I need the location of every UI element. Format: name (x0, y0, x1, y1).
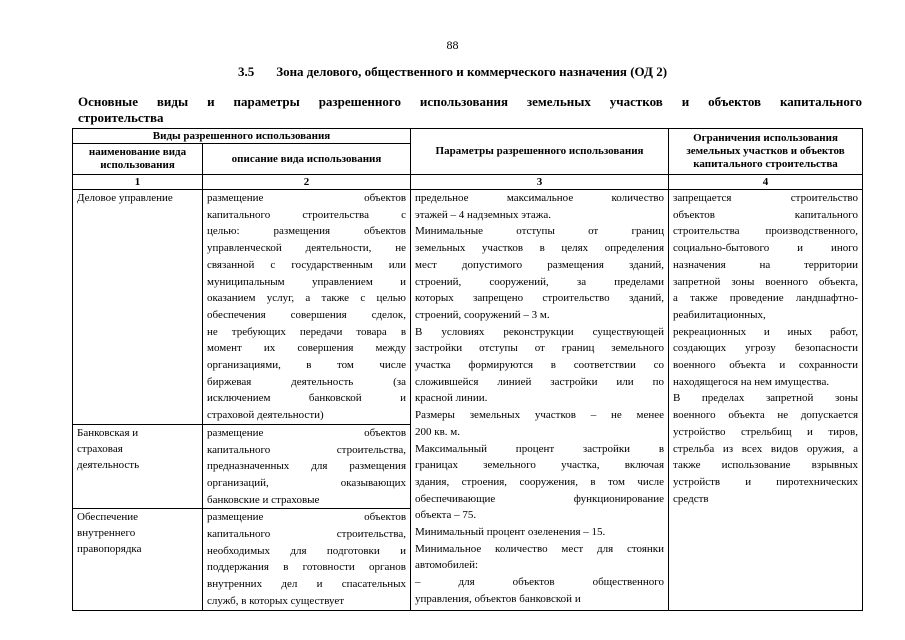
cell-line: не требующих передачи товара в (207, 325, 407, 338)
column-number: 4 (669, 175, 863, 190)
cell-line: исключением банковской и (207, 392, 407, 405)
cell-line: границах земельного участка, включая (415, 459, 665, 472)
cell-line: красной линии. (415, 392, 488, 405)
header-use-description: описание вида использования (203, 144, 411, 175)
cell-line: создающих угрозу безопасности (673, 342, 859, 355)
cell-line: стрельба из всех видов оружия, а (673, 442, 859, 455)
cell-line: организаций, оказывающих (207, 476, 407, 489)
cell-line: служб, в которых существует (207, 594, 345, 607)
cell-line: страховой деятельности) (207, 409, 324, 422)
cell-line: сложившейся линией застройки или по (415, 375, 665, 388)
cell-line: запретной зоны военного объекта, (673, 275, 859, 288)
cell-line: Размеры земельных участков – не менее (415, 409, 665, 422)
column-number: 3 (411, 175, 669, 190)
cell-line: социально-бытового и иного (673, 242, 859, 255)
cell-line: земельных участков в целях определения (415, 242, 665, 255)
cell-line: реабилитационных, (673, 308, 766, 321)
cell-line: капитального строительства с (207, 208, 407, 221)
cell-line: застройки отступы от границ земельного (415, 342, 665, 355)
cell-line: которых запрещено строительство зданий, (415, 292, 665, 305)
cell-line: В условиях реконструкции существующей (415, 325, 665, 338)
cell-line: устройств и пиротехнических (673, 475, 859, 488)
column-number: 2 (203, 175, 411, 190)
cell-line: также использование взрывных (673, 459, 859, 472)
cell-line: – для объектов общественного (415, 576, 665, 589)
header-permitted-uses: Виды разрешенного использования (73, 129, 411, 144)
cell-line: момент их совершения между (207, 342, 407, 355)
page-number: 88 (446, 38, 459, 52)
cell-line: правопорядка (77, 543, 142, 556)
cell-line: находящегося на нем имущества. (673, 375, 830, 388)
cell-line: строений, сооружений, за пределами (415, 275, 665, 288)
table-subtitle (78, 94, 862, 126)
cell-line: оказанием услуг, а также с целью (207, 292, 407, 305)
column-number: 1 (73, 175, 203, 190)
cell-line: капитального строительства, (207, 443, 407, 456)
cell-line: средств (673, 492, 709, 505)
section-heading (0, 64, 905, 80)
use-description-cell (203, 190, 411, 425)
use-description-cell (203, 509, 411, 610)
cell-line: строений, сооружений – 3 м. (415, 308, 550, 321)
cell-line: поддержания в готовности органов (207, 561, 407, 574)
cell-line: В пределах запретной зоны (673, 392, 859, 405)
use-description-cell (203, 424, 411, 509)
cell-line: деятельность (77, 458, 140, 471)
cell-line: управления, объектов банковской и (415, 592, 581, 605)
cell-line: необходимых для подготовки и (207, 544, 407, 557)
use-name-cell (73, 190, 203, 425)
cell-line: автомобилей: (415, 559, 479, 572)
subtitle-line-1: Основные виды и параметры разрешенного использования земельных участков и объектов капитального (78, 94, 862, 109)
header-parameters: Параметры разрешенного использования (411, 129, 669, 175)
subtitle-line-2: строительства (78, 110, 164, 125)
cell-line: рекреационных и иных работ, (673, 325, 859, 338)
cell-line: страховая (77, 442, 123, 455)
cell-line: управленческой деятельности, не (207, 242, 407, 255)
cell-line: военного объекта не допускается (673, 409, 859, 422)
header-use-name: наименование вида использования (73, 144, 203, 175)
parameters-cell (411, 190, 669, 611)
cell-line: Максимальный процент застройки в (415, 442, 665, 455)
cell-line: 200 кв. м. (415, 425, 461, 438)
cell-line: запрещается строительство (673, 192, 859, 204)
cell-line: обеспечивающие функционирование (415, 492, 665, 505)
cell-line: Минимальные отступы от границ (415, 225, 665, 238)
cell-line: устройство стрельбищ и тиров, (673, 425, 859, 438)
cell-line: размещение объектов (207, 426, 407, 439)
cell-line: размещение объектов (207, 511, 407, 524)
cell-line: предназначенных для размещения (207, 460, 407, 473)
cell-line: обеспечения совершения сделок, (207, 308, 407, 321)
cell-line: муниципальным управлением и (207, 275, 407, 288)
cell-line: военного объекта и сохранности (673, 359, 859, 372)
use-name-cell (73, 424, 203, 509)
cell-line: связанной с государственным или (207, 258, 407, 271)
cell-line: назначения на территории (673, 258, 859, 271)
cell-line: капитального строительства, (207, 528, 407, 541)
cell-line: внутреннего (77, 527, 136, 540)
cell-line: целью: размещения объектов (207, 225, 407, 238)
cell-line: здания, строения, сооружения, в том числе (415, 475, 665, 488)
cell-line: предельное максимальное количество (415, 192, 665, 204)
cell-line: Минимальный процент озеленения – 15. (415, 526, 606, 539)
table-row (73, 190, 863, 425)
section-number: 3.5 (237, 64, 255, 79)
cell-line: участка формируются в соответствии со (415, 359, 665, 372)
cell-line: строительства производственного, (673, 225, 859, 238)
cell-line: объектов капитального (673, 208, 859, 221)
cell-line: этажей – 4 надземных этажа. (415, 208, 552, 221)
cell-line: объекта – 75. (415, 509, 477, 522)
restrictions-cell (669, 190, 863, 611)
cell-line: организациями, в том числе (207, 359, 407, 372)
cell-line: внутренних дел и спасательных (207, 578, 407, 591)
cell-line: Банковская и (77, 426, 139, 439)
cell-line: мест допустимого размещения зданий, (415, 258, 665, 271)
cell-line: а также проведение ландшафтно- (673, 292, 859, 305)
header-restrictions: Ограничения использования земельных участков и объектов капитального строительства (669, 129, 863, 175)
use-name-cell (73, 509, 203, 610)
cell-line: Минимальное количество мест для стоянки (415, 542, 665, 555)
permitted-use-table (72, 128, 863, 611)
section-title: Зона делового, общественного и коммерческого назначения (ОД 2) (276, 64, 668, 79)
cell-line: Обеспечение (77, 511, 138, 524)
cell-line: банковские и страховые (207, 493, 320, 506)
cell-line: размещение объектов (207, 192, 407, 204)
cell-line: Деловое управление (77, 192, 173, 204)
cell-line: биржевая деятельность (за (207, 375, 407, 388)
